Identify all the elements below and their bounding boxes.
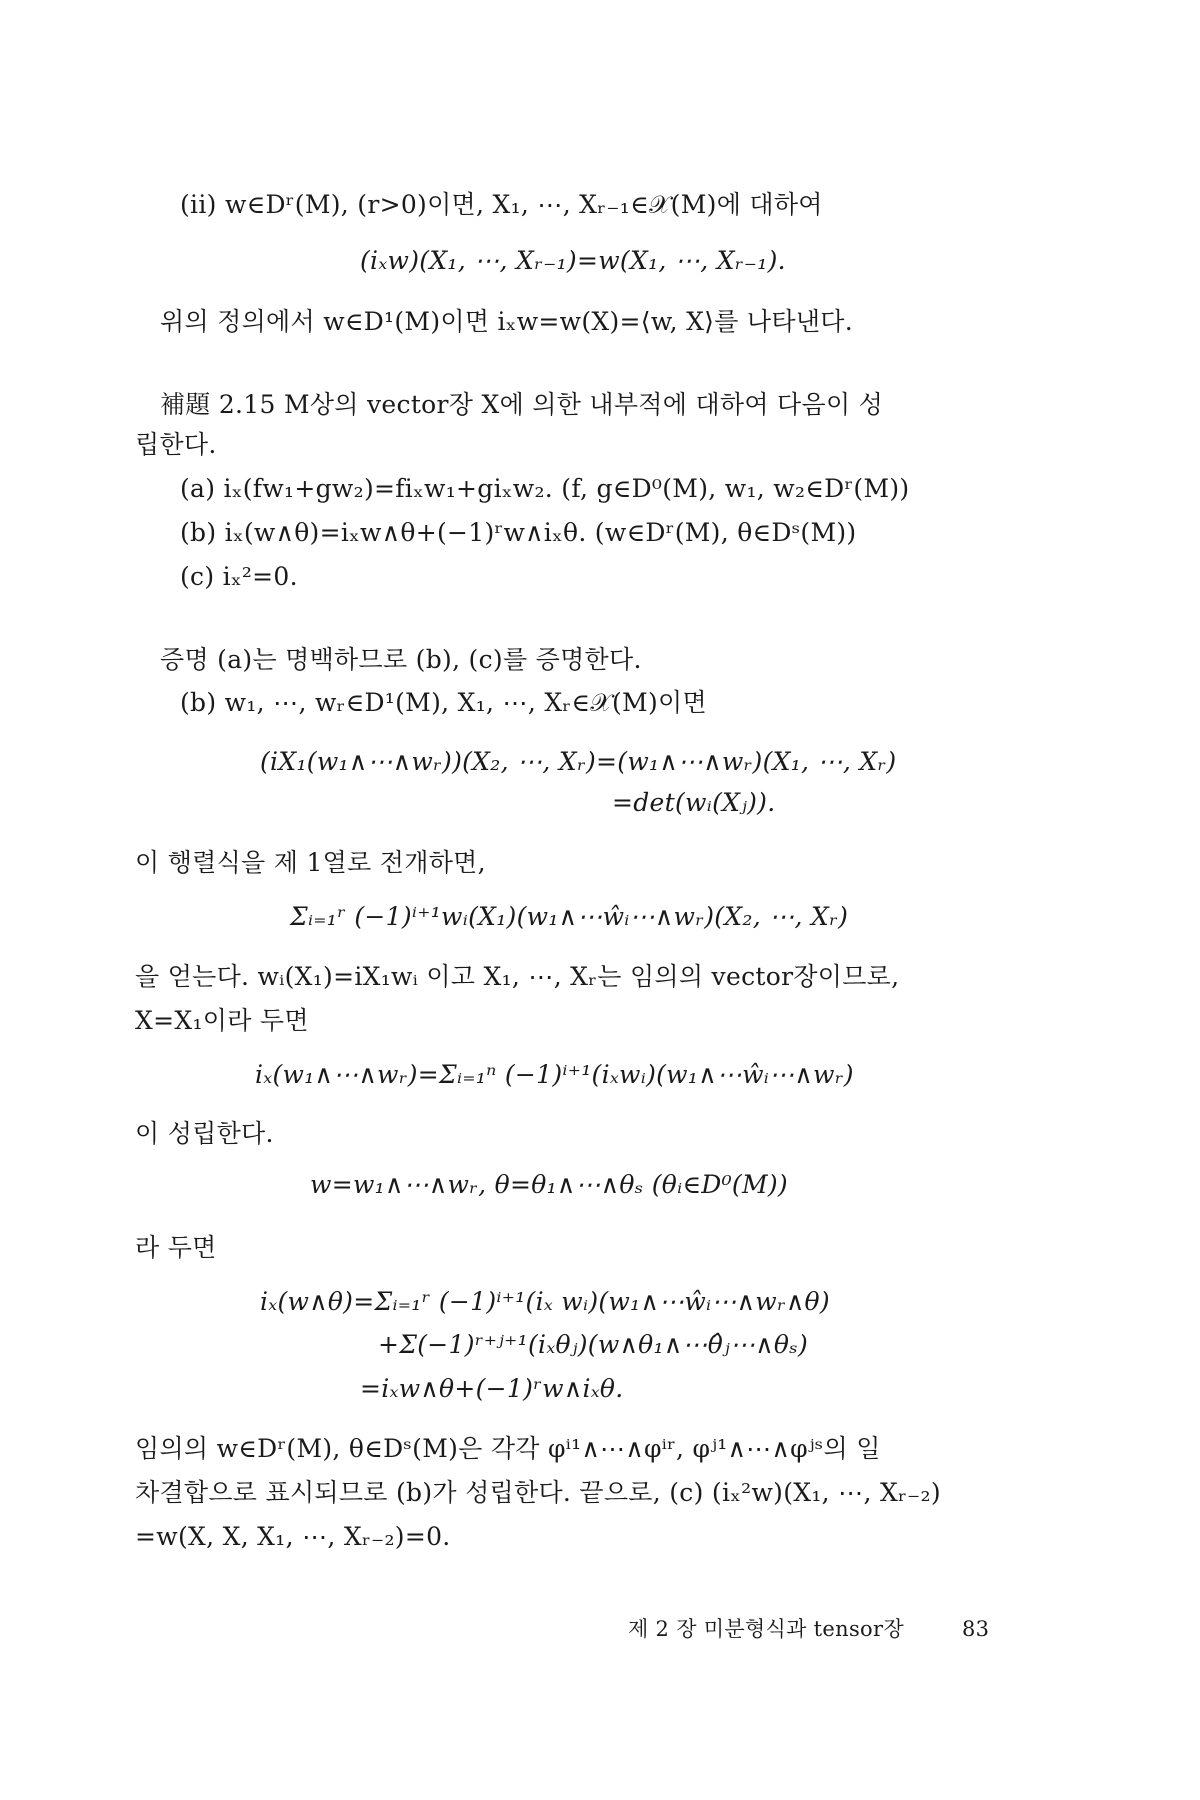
page-number: 83: [962, 1617, 990, 1641]
conclusion-line-2: 차결합으로 표시되므로 (b)가 성립한다. 끝으로, (c) (iₓ²w)(X₁, ⋯, Xᵣ₋₂): [135, 1478, 941, 1507]
holds-text: 이 성립한다.: [135, 1119, 274, 1148]
ii-equation: (iₓw)(X₁, ⋯, Xᵣ₋₁)=w(X₁, ⋯, Xᵣ₋₁).: [360, 246, 786, 275]
det-equation-1: (iX₁(w₁∧⋯∧wᵣ))(X₂, ⋯, Xᵣ)=(w₁∧⋯∧wᵣ)(X₁, ⋯, Xᵣ): [260, 747, 897, 776]
conclusion-line-3: =w(X, X, X₁, ⋯, Xᵣ₋₂)=0.: [135, 1522, 451, 1551]
chapter-footer: 제 2 장 미분형식과 tensor장: [628, 1617, 904, 1641]
lemma-title: 補題 2.15 M상의 vector장 X에 의한 내부적에 대하여 다음이 성: [160, 390, 884, 419]
sum-equation-1: Σᵢ₌₁ʳ (−1)ⁱ⁺¹wᵢ(X₁)(w₁∧⋯ŵᵢ⋯∧wᵣ)(X₂, ⋯, Xᵣ): [290, 902, 849, 931]
definition-note: 위의 정의에서 w∈D¹(M)이면 iₓw=w(X)=⟨w, X⟩를 나타낸다.: [160, 307, 853, 336]
final-equation-3: =iₓw∧θ+(−1)ʳw∧iₓθ.: [360, 1374, 624, 1403]
lemma-item-b: (b) iₓ(w∧θ)=iₓw∧θ+(−1)ʳw∧iₓθ. (w∈Dʳ(M), θ∈Dˢ(M)): [180, 518, 857, 547]
conclusion-line-1: 임의의 w∈Dʳ(M), θ∈Dˢ(M)은 각각 φⁱ¹∧⋯∧φⁱʳ, φʲ¹∧⋯∧φʲˢ의 일: [135, 1434, 881, 1463]
final-equation-2: +Σ(−1)ʳ⁺ʲ⁺¹(iₓθⱼ)(w∧θ₁∧⋯θ̂ⱼ⋯∧θₛ): [378, 1330, 809, 1359]
lemma-item-c: (c) iₓ²=0.: [180, 562, 298, 591]
sum-equation-2: iₓ(w₁∧⋯∧wᵣ)=Σᵢ₌₁ⁿ (−1)ⁱ⁺¹(iₓwᵢ)(w₁∧⋯ŵᵢ⋯∧wᵣ): [255, 1060, 854, 1089]
proof-start: 증명 (a)는 명백하므로 (b), (c)를 증명한다.: [160, 645, 642, 674]
obtain-text: 을 얻는다. wᵢ(X₁)=iX₁wᵢ 이고 X₁, ⋯, Xᵣ는 임의의 vector장이므로,: [135, 962, 900, 991]
w-theta-equation: w=w₁∧⋯∧wᵣ, θ=θ₁∧⋯∧θₛ (θᵢ∈D⁰(M)): [310, 1170, 788, 1199]
ii-condition-line: (ii) w∈Dʳ(M), (r>0)이면, X₁, ⋯, Xᵣ₋₁∈𝒳(M)에 대하여: [180, 190, 823, 219]
lemma-title-continued: 립한다.: [135, 430, 217, 459]
set-text: X=X₁이라 두면: [135, 1006, 309, 1035]
expand-text: 이 행렬식을 제 1열로 전개하면,: [135, 848, 486, 877]
lemma-item-a: (a) iₓ(fw₁+gw₂)=fiₓw₁+giₓw₂. (f, g∈D⁰(M), w₁, w₂∈Dʳ(M)): [180, 474, 910, 503]
det-equation-2: =det(wᵢ(Xⱼ)).: [612, 788, 776, 817]
final-equation-1: iₓ(w∧θ)=Σᵢ₌₁ʳ (−1)ⁱ⁺¹(iₓ wᵢ)(w₁∧⋯ŵᵢ⋯∧wᵣ∧θ): [260, 1287, 830, 1316]
proof-b-line: (b) w₁, ⋯, wᵣ∈D¹(M), X₁, ⋯, Xᵣ∈𝒳(M)이면: [180, 688, 707, 717]
set-text-2: 라 두면: [135, 1233, 217, 1262]
